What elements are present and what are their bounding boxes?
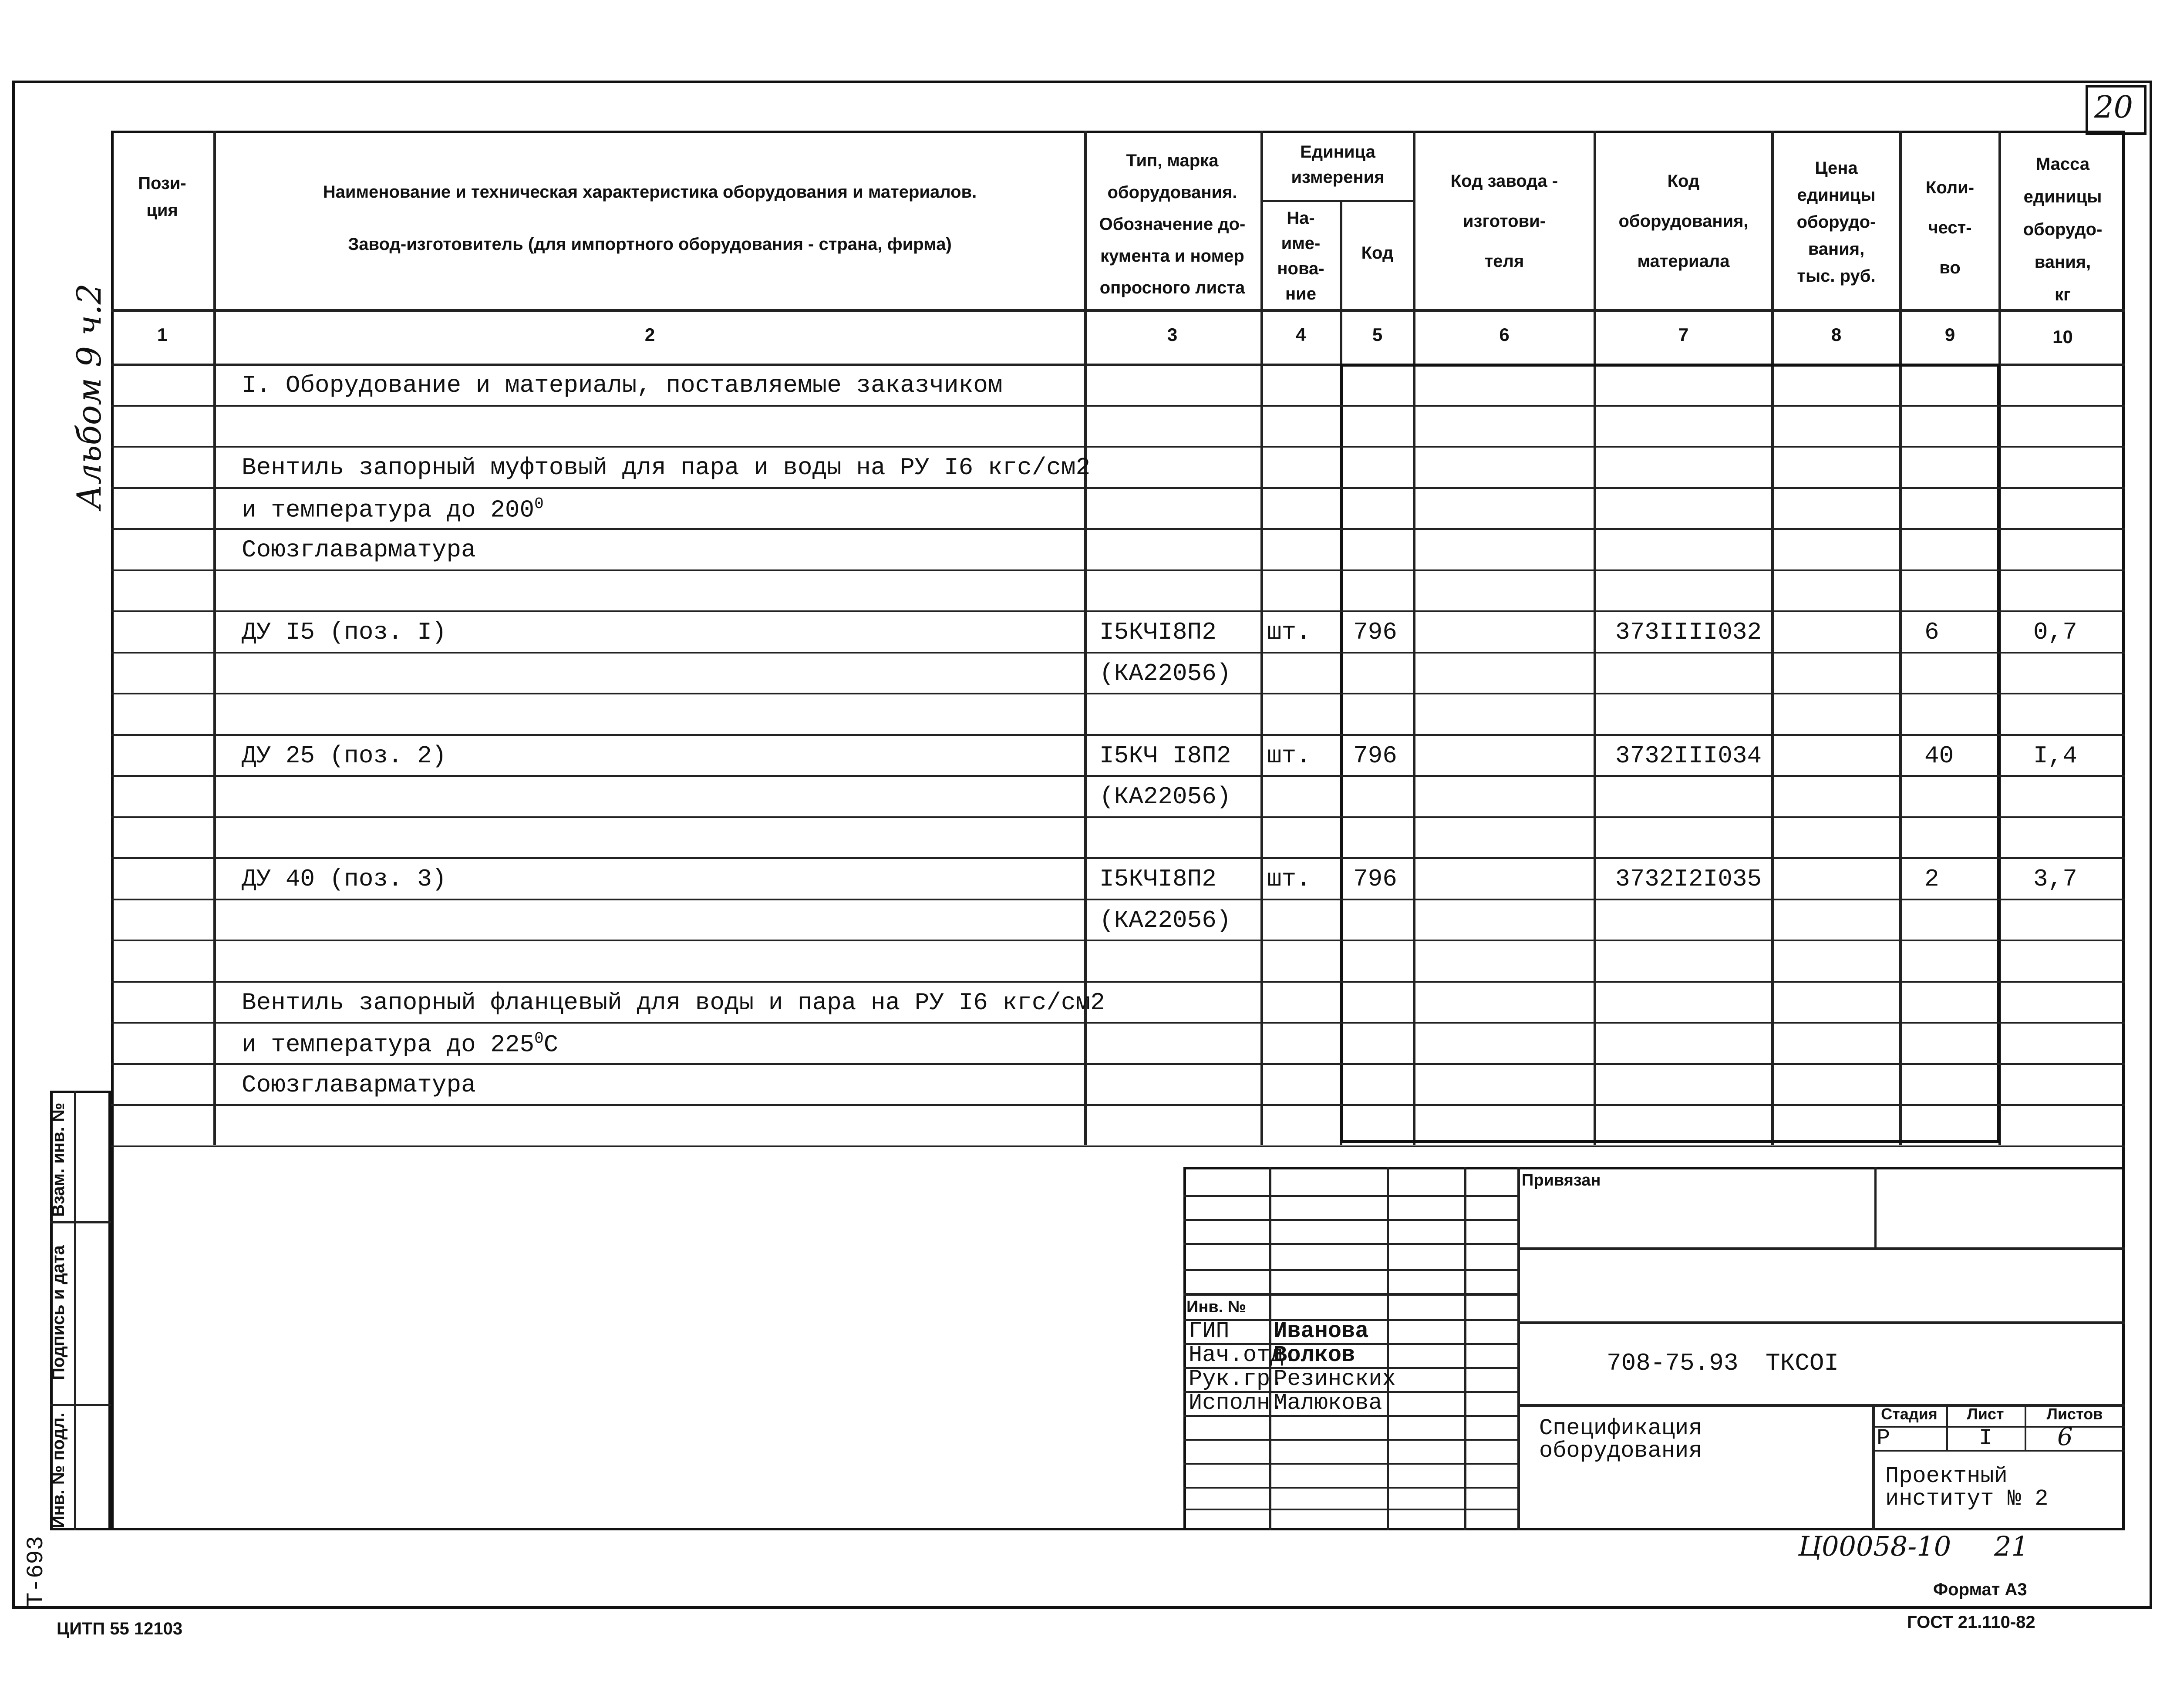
sheet-number: 20	[2094, 89, 2133, 125]
row-name: Вентиль запорный фланцевый для воды и пара на РУ I6 кгс/см2	[242, 988, 1105, 1017]
handwritten-num: 21	[1994, 1530, 2029, 1562]
header-type: Тип, марка оборудования. Обозначение до- кумента и номер опросного листа	[1099, 151, 1246, 297]
row-name: ДУ 25 (поз. 2)	[242, 741, 447, 770]
format-label: Формат А3	[1933, 1580, 2027, 1599]
column-number: 1	[157, 324, 168, 345]
row-divider	[111, 1022, 2125, 1024]
side-sign-date: Подпись и дата	[49, 1245, 68, 1380]
sheet-value: I	[1979, 1425, 1993, 1451]
header-unit-name: На- име- нова- ние	[1277, 209, 1324, 303]
row-type: (КА22056)	[1099, 659, 1231, 687]
unit-suffix: С	[543, 1031, 559, 1059]
row-quantity: 6	[1924, 618, 1939, 646]
t-code: Т-693	[23, 1536, 50, 1607]
row-quantity: 2	[1924, 865, 1939, 893]
degree-sup: 0	[534, 495, 544, 513]
row-divider	[111, 487, 2125, 489]
header-bottom	[111, 309, 2125, 312]
row-divider	[111, 528, 2125, 530]
row-divider	[111, 899, 2125, 900]
header-quantity: Коли- чест- во	[1925, 178, 1975, 277]
sheets-label: Листов	[2046, 1405, 2103, 1423]
header-price: Цена единицы оборудо- вания, тыс. руб.	[1796, 158, 1876, 286]
side-stamp-divider	[74, 1091, 76, 1530]
row-name: ДУ I5 (поз. I)	[242, 618, 447, 646]
side-inv-orig: Инв. № подл.	[49, 1412, 68, 1528]
column-number: 10	[2052, 327, 2073, 347]
row-equipment-code: 3732III034	[1615, 741, 1762, 770]
row-type: (КА22056)	[1099, 783, 1231, 811]
side-stamp-divider	[50, 1221, 111, 1223]
row-divider	[111, 652, 2125, 654]
column-number: 9	[1944, 324, 1955, 345]
row-divider	[111, 446, 2125, 448]
unit-header-divider	[1260, 200, 1413, 202]
row-divider	[111, 569, 2125, 571]
column-number: 3	[1167, 324, 1178, 345]
citp-label: ЦИТП 55 12103	[57, 1619, 183, 1638]
header-manufacturer-code: Код завода - изготови- теля	[1450, 172, 1558, 271]
row-divider	[111, 857, 2125, 859]
col-divider	[213, 131, 216, 1145]
tb-line	[1872, 1426, 2125, 1428]
row-divider	[111, 940, 2125, 941]
row-divider	[111, 1104, 2125, 1106]
row-name: и температура до $200^0$	[242, 495, 544, 524]
sheet-label: Лист	[1967, 1405, 2004, 1423]
row-name: ДУ 40 (поз. 3)	[242, 865, 447, 893]
row-unit: шт.	[1267, 618, 1311, 646]
row-equipment-code: 373IIII032	[1615, 618, 1762, 646]
tb-line	[1517, 1167, 1520, 1530]
row-name: Союзглаварматура	[242, 536, 476, 564]
tb-line	[1387, 1167, 1389, 1530]
tb-line	[1183, 1463, 1517, 1465]
stage-value: Р	[1877, 1425, 1890, 1451]
row-divider	[111, 693, 2125, 694]
doc-title: Спецификация оборудования	[1539, 1415, 1702, 1464]
header-name-line2: Завод-изготовитель (для импортного оборудования - страна, фирма)	[348, 235, 952, 254]
side-stamp-divider	[50, 1404, 111, 1406]
header-equipment-code: Код оборудования, материала	[1618, 172, 1749, 271]
column-number: 8	[1831, 324, 1842, 345]
header-name-line1: Наименование и техническая характеристика оборудования и материалов.	[323, 182, 977, 202]
signature-role: ГИП	[1189, 1318, 1230, 1344]
degree-sup: 0	[534, 1030, 544, 1048]
column-number: 6	[1499, 324, 1510, 345]
doc-code: 708-75.93	[1607, 1349, 1739, 1377]
row-divider	[111, 1145, 2125, 1147]
row-name: Вентиль запорный муфтовый для пара и воды на РУ I6 кгс/см2	[242, 454, 1091, 482]
row-divider	[111, 610, 2125, 612]
privyazan-label: Привязан	[1522, 1171, 1601, 1189]
signature-role: Исполн.	[1189, 1390, 1284, 1416]
row-divider	[111, 1063, 2125, 1065]
tb-line	[1183, 1439, 1517, 1441]
tb-line	[1517, 1247, 2125, 1250]
header-position: Пози- ция	[138, 174, 186, 220]
row-mass: 0,7	[2033, 618, 2077, 646]
handwritten-code: Ц00058-10	[1798, 1530, 1951, 1562]
column-number: 5	[1372, 324, 1383, 345]
organization: Проектный институт № 2	[1885, 1463, 2049, 1512]
column-number: 4	[1295, 324, 1306, 345]
row-type: I5КЧ I8П2	[1099, 741, 1231, 770]
header-unit-code: Код	[1361, 243, 1394, 263]
column-number: 7	[1678, 324, 1689, 345]
inv-no-label: Инв. №	[1186, 1298, 1247, 1316]
row-divider	[111, 775, 2125, 777]
row-name: и температура до $225^0С$	[242, 1030, 559, 1059]
row-unit: шт.	[1267, 741, 1311, 770]
stage-label: Стадия	[1881, 1405, 1938, 1423]
gost-label: ГОСТ 21.110-82	[1907, 1613, 2035, 1632]
signature-name: Резинских	[1274, 1366, 1396, 1392]
tb-line	[1183, 1195, 1517, 1197]
row-name: I. Оборудование и материалы, поставляемые заказчиком	[242, 371, 1003, 399]
row-unit-code: 796	[1353, 741, 1397, 770]
tb-line	[1874, 1167, 1877, 1247]
row-divider	[111, 405, 2125, 407]
row-divider	[111, 816, 2125, 818]
doc-mark: ТКСОI	[1766, 1349, 1839, 1377]
signature-name: Волков	[1274, 1342, 1355, 1368]
row-name: Союзглаварматура	[242, 1071, 476, 1099]
row-unit-code: 796	[1353, 865, 1397, 893]
tb-line	[1183, 1487, 1517, 1489]
signature-name: Малюкова	[1274, 1390, 1382, 1416]
sheets-value: 6	[2057, 1423, 2073, 1451]
row-mass: 3,7	[2033, 865, 2077, 893]
row-type: I5КЧI8П2	[1099, 865, 1216, 893]
tb-line	[1183, 1243, 1517, 1245]
row-quantity: 40	[1924, 741, 1954, 770]
column-number: 2	[644, 324, 655, 345]
tb-line	[1872, 1450, 2125, 1452]
row-divider	[111, 734, 2125, 736]
tb-line	[1517, 1321, 2125, 1324]
row-divider	[111, 981, 2125, 983]
album-label: Альбом 9 ч.2	[70, 283, 108, 509]
side-replace-inv: Взам. инв. №	[49, 1102, 68, 1217]
tb-line	[1183, 1269, 1517, 1271]
header-mass: Масса единицы оборудо- вания, кг	[2023, 155, 2103, 304]
tb-line	[1183, 1219, 1517, 1221]
row-equipment-code: 3732I2I035	[1615, 865, 1762, 893]
row-mass: I,4	[2033, 741, 2077, 770]
row-unit-code: 796	[1353, 618, 1397, 646]
header-unit: Единица измерения	[1291, 142, 1385, 187]
row-type: I5КЧI8П2	[1099, 618, 1216, 646]
signature-role: Нач.отд.	[1189, 1342, 1297, 1368]
row-type: (КА22056)	[1099, 906, 1231, 934]
row-unit: шт.	[1267, 865, 1311, 893]
signature-name: Иванова	[1274, 1318, 1369, 1344]
signature-role: Рук.гр.	[1189, 1366, 1284, 1392]
tb-line	[1464, 1167, 1466, 1530]
tb-line	[1183, 1509, 1517, 1510]
